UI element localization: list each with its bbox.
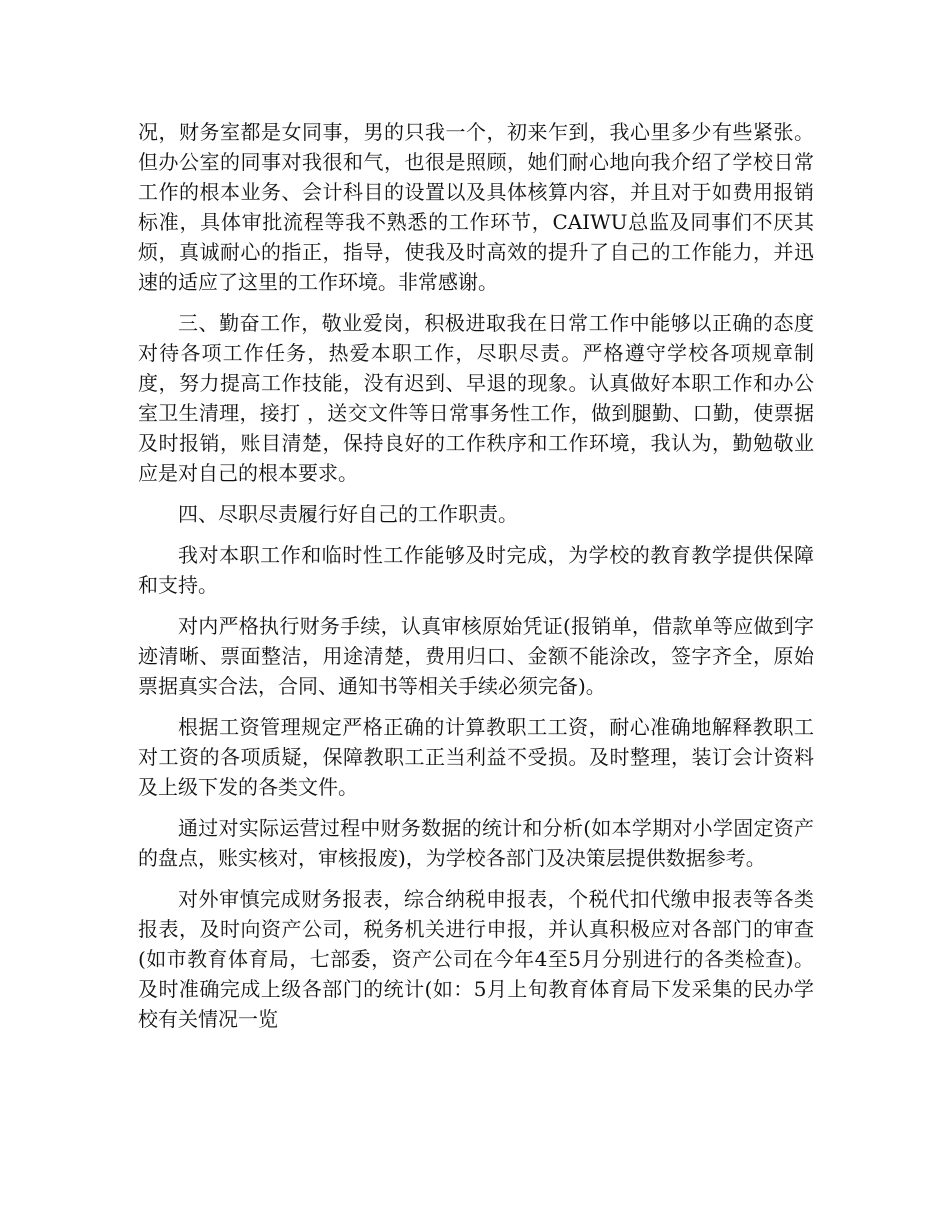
paragraph-section-three: 三、勤奋工作，敬业爱岗，积极进取我在日常工作中能够以正确的态度对待各项工作任务，热爱本职工作，尽职尽责。严格遵守学校各项规章制度，努力提高工作技能，没有迟到、早退的现象。认真做好本职工作和办公室卫生清理，接打 ，送交文件等日常事务性工作，做到腿勤、口勤，使票据及时报销，账目清楚，保持良好的工作秩序和工作环境，我认为，勤勉敬业应是对自己的根本要求。: [138, 311, 814, 485]
document-body: [138, 117, 814, 1045]
paragraph-payroll: 根据工资管理规定严格正确的计算教职工工资，耐心准确地解释教职工对工资的各项质疑，保障教职工正当利益不受损。及时整理，装订会计资料及上级下发的各类文件。: [138, 715, 814, 799]
paragraph-external-reports: 对外审慎完成财务报表，综合纳税申报表，个税代扣代缴申报表等各类报表，及时向资产公司，税务机关进行申报，并认真积极应对各部门的审查(如市教育体育局，七部委，资产公司在今年4至5月分别进行的各类检查)。及时准确完成上级各部门的统计(如：5月上旬教育体育局下发采集的民办学校有关情况一览: [138, 887, 814, 1031]
paragraph-timely-completion: 我对本职工作和临时性工作能够及时完成，为学校的教育教学提供保障和支持。: [138, 543, 814, 597]
paragraph-section-four-heading: 四、尽职尽责履行好自己的工作职责。: [178, 502, 518, 526]
paragraph-data-analysis: 通过对实际运营过程中财务数据的统计和分析(如本学期对小学固定资产的盘点，账实核对，审核报废)，为学校各部门及决策层提供数据参考。: [138, 816, 814, 870]
paragraph-internal-procedures: 对内严格执行财务手续，认真审核原始凭证(报销单，借款单等应做到字迹清晰、票面整洁，用途清楚，费用归口、金额不能涂改，签字齐全，原始票据真实合法，合同、通知书等相关手续必须完备)。: [138, 614, 814, 698]
paragraph-continuation: 况，财务室都是女同事，男的只我一个，初来乍到，我心里多少有些紧张。但办公室的同事对我很和气，也很是照顾，她们耐心地向我介绍了学校日常工作的根本业务、会计科目的设置以及具体核算内容，并且对于如费用报销标准，具体审批流程等我不熟悉的工作环节，CAIWU总监及同事们不厌其烦，真诚耐心的指正，指导，使我及时高效的提升了自己的工作能力，并迅速的适应了这里的工作环境。非常感谢。: [138, 120, 814, 294]
